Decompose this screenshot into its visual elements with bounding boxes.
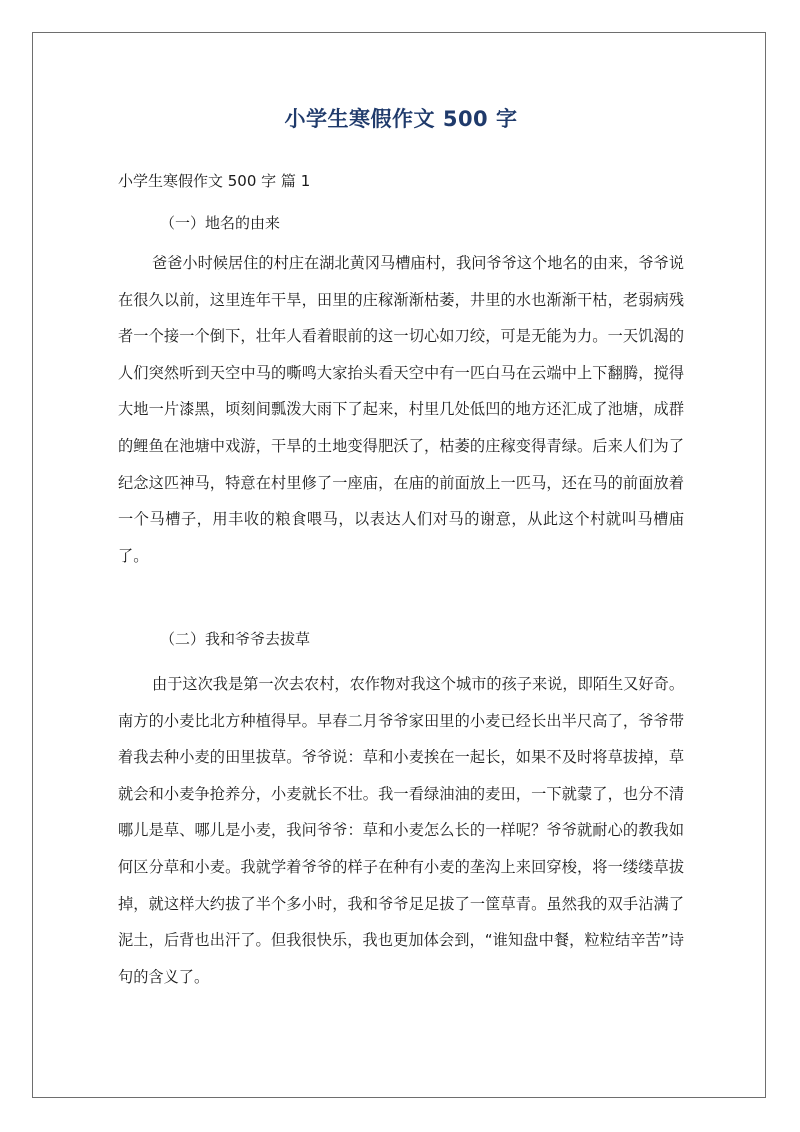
- section-paragraph-1: 爸爸小时候居住的村庄在湖北黄冈马槽庙村，我问爷爷这个地名的由来，爷爷说 在很久以前，这里连年干旱，田里的庄稼渐渐枯萎，井里的水也渐渐干枯，老弱病残者一个接一个倒下，壮年人看着眼前的这一切心如刀绞，可是无能为力。一天饥渴的人们突然听到天空中马的嘶鸣大家抬头看天空中有一匹白马在云端中上下翻腾，搅得大地一片漆黑，顷刻间瓢泼大雨下了起来，村里几处低凹的地方还汇成了池塘，成群的鲤鱼在池塘中戏游，干旱的土地变得肥沃了，枯萎的庄稼变得青绿。后来人们为了纪念这匹神马，特意在村里修了一座庙，在庙的前面放上一匹马，还在马的前面放着一个马槽子，用丰收的粮食喂马，以表达人们对马的谢意，从此这个村就叫马槽庙了。: [118, 254, 684, 565]
- section-paragraph-2: 由于这次我是第一次去农村，农作物对我这个城市的孩子来说，即陌生又好奇。南方的小麦比北方种植得早。早春二月爷爷家田里的小麦已经长出半尺高了，爷爷带着我去种小麦的田里拔草。爷爷说：草和小麦挨在一起长，如果不及时将草拔掉，草就会和小麦争抢养分，小麦就长不壮。我一看绿油油的麦田，一下就蒙了，也分不清哪儿是草、哪儿是小麦，我问爷爷：草和小麦怎么长的一样呢？爷爷就耐心的教我如何区分草和小麦。我就学着爷爷的样子在种有小麦的垄沟上来回穿梭，将一缕缕草拔掉，就这样大约拔了半个多小时，我和爷爷足足拔了一筐草青。虽然我的双手沾满了泥土，后背也出汗了。但我很快乐，我也更加体会到，“谁知盘中餐，粒粒结辛苦”诗句的含义了。: [118, 675, 684, 986]
- section-heading-1: （一）地名的由来: [160, 214, 281, 232]
- section-heading-2: （二）我和爷爷去拔草: [160, 630, 311, 648]
- essay-subtitle: 小学生寒假作文 500 字 篇 1: [118, 172, 311, 190]
- document-title: 小学生寒假作文 500 字: [284, 107, 518, 131]
